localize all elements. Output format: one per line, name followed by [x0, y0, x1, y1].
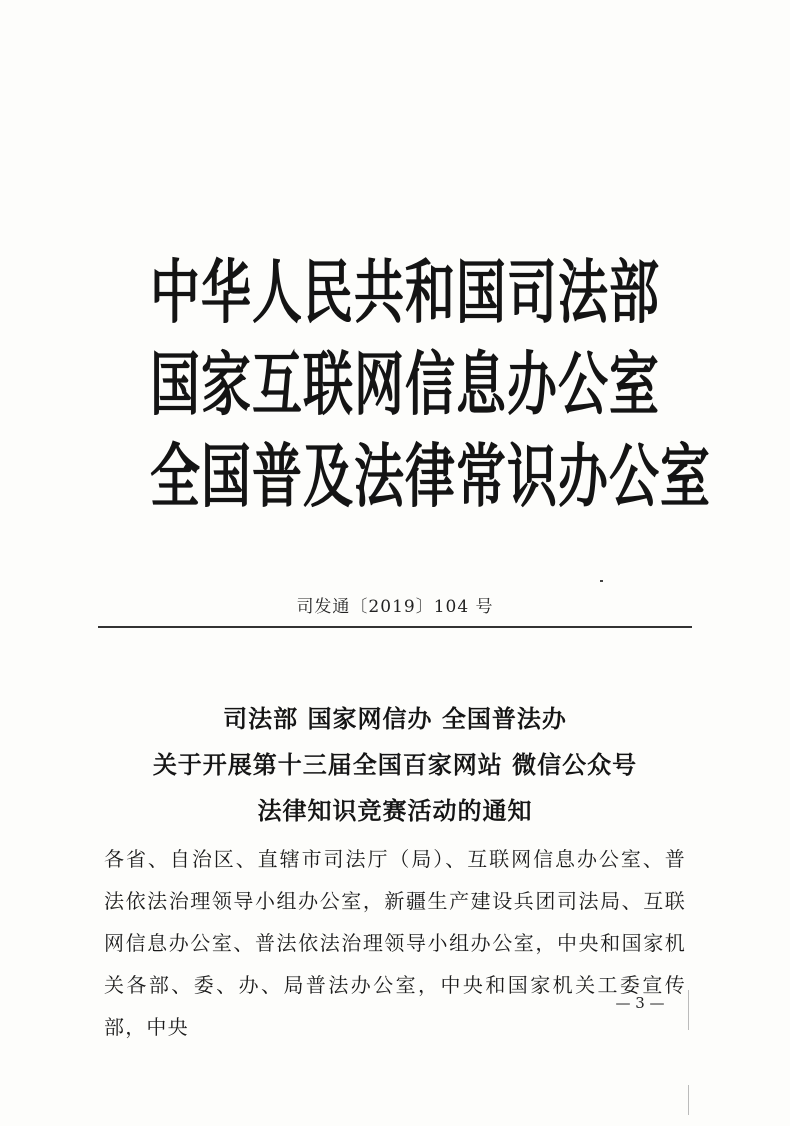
notice-title	[0, 696, 790, 834]
scan-speck	[600, 580, 603, 582]
issuer-header	[150, 252, 711, 534]
title-line-notice: 法律知识竞赛活动的通知	[257, 796, 533, 825]
addressee-paragraph: 各省、自治区、直辖市司法厅（局）、互联网信息办公室、普法依法治理领导小组办公室，新疆生产建设兵团司法局、互联网信息办公室、普法依法治理领导小组办公室，中央和国家机关各部、委、办、局普法办公室，中央和国家机关工委宣传部，中央	[104, 847, 686, 1039]
scan-edge-mark-lower	[688, 1085, 689, 1115]
issuer-ministry-of-justice: 中华人民共和国司法部	[150, 252, 660, 333]
title-line-subject: 关于开展第十三届全国百家网站 微信公众号	[152, 750, 638, 779]
issuer-legal-education-office: 全国普及法律常识办公室	[150, 436, 711, 517]
header-divider	[98, 626, 692, 628]
document-number: 司发通〔2019〕104 号	[296, 597, 494, 617]
scan-edge-mark	[688, 990, 689, 1030]
title-line-issuers: 司法部 国家网信办 全国普法办	[223, 704, 567, 733]
issuer-cyberspace-office: 国家互联网信息办公室	[150, 344, 660, 425]
page-number: — 3 —	[615, 994, 665, 1012]
